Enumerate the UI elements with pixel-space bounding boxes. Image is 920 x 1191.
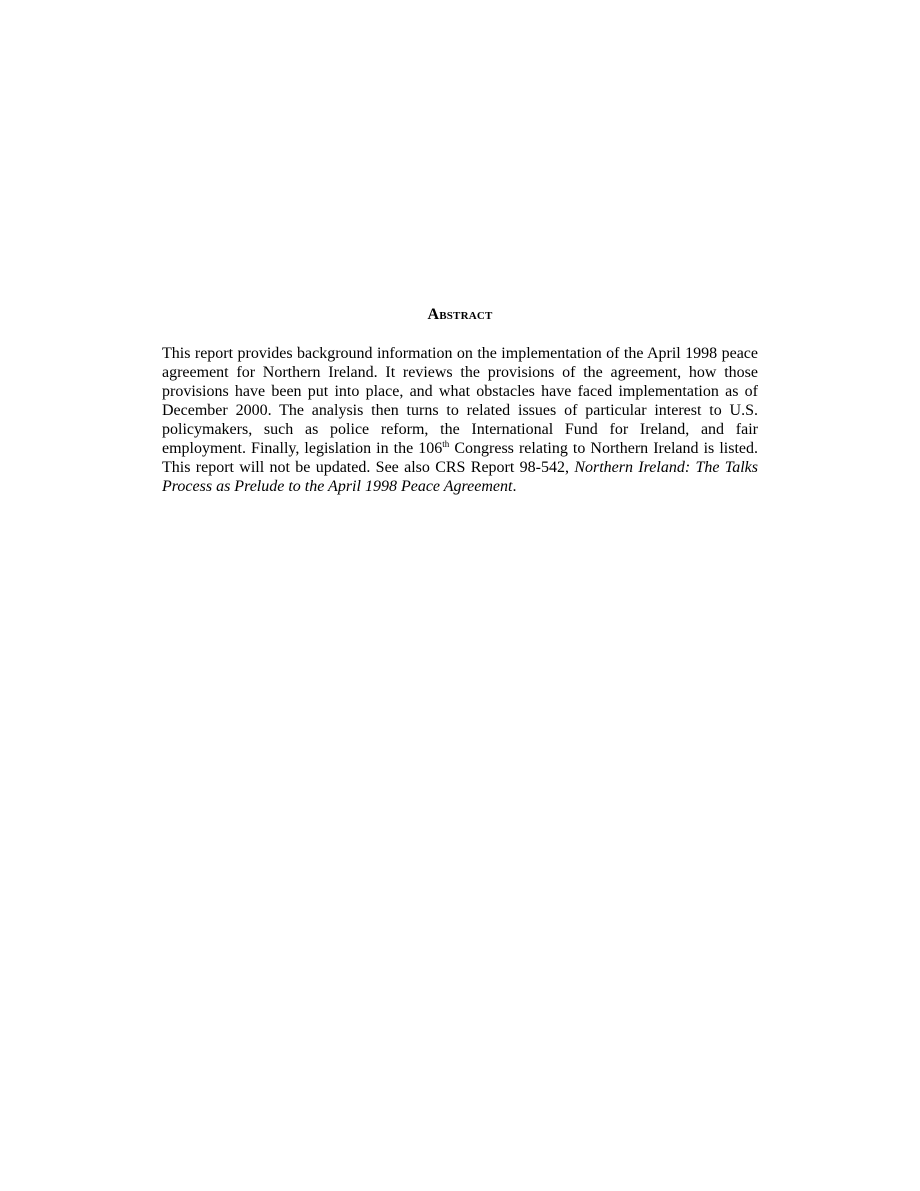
cited-report-title: Northern Ireland: The Talks Process as Prelude to the April 1998 Peace Agreement bbox=[162, 459, 758, 495]
abstract-text-part1: This report provides background information on the implementation of the April 1998 peace agreement for Northern Ireland. It reviews the provisions of the agreement, how those provisions have been put into place, and what obstacles have faced implementation as of December 2000. The analysis then turns to related issues of particular interest to U.S. policymakers, such as police reform, the International Fund for Ireland, and fair employment. Finally, legislation in the 106 bbox=[162, 345, 758, 457]
abstract-heading: Abstract bbox=[427, 306, 493, 323]
abstract-section bbox=[162, 305, 758, 496]
abstract-paragraph bbox=[162, 344, 758, 496]
abstract-text-end: . bbox=[512, 478, 517, 495]
ordinal-suffix: th bbox=[442, 439, 450, 449]
abstract-text-part2: Congress relating to Northern Ireland is listed. This report will not be updated. See also CRS Report 98-542, bbox=[162, 440, 759, 476]
